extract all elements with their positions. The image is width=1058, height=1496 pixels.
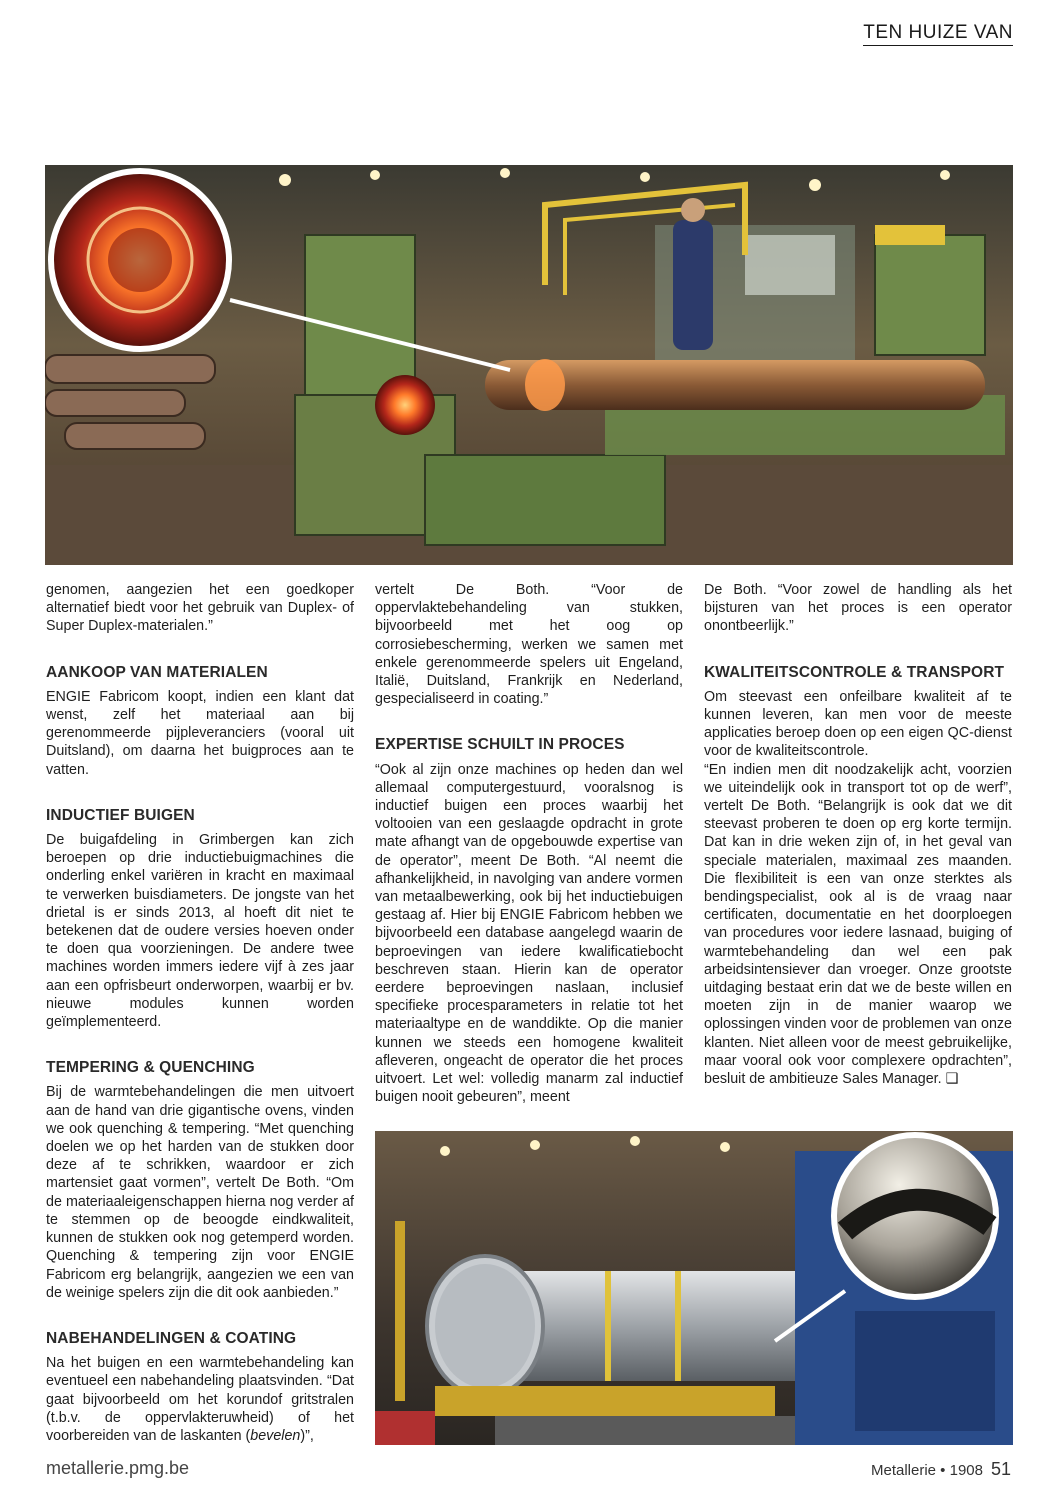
page-number: 51 <box>990 1459 1011 1479</box>
end-mark-icon: ❑ <box>945 1071 959 1088</box>
paragraph: Bij de warmtebehandelingen die men uitvoert aan de hand van drie gigantische ovens, vinden we ook quenching & tempering. “Met quenching doelen we op het harden van de stukken door deze af te schrikken, waardoor er zich martensiet gaat vormen”, vertelt De Both. “Om de materiaaleigenschappen hierna nog verder af te stemmen op de beoogde eindkwaliteit, kunnen de stukken ook nog getemperd worden. Quenching & tempering zijn voor ENGIE Fabricom erg belangrijk, aangezien we een van de weinige spelers zijn die dit ook aanbieden.” <box>46 1084 354 1301</box>
paragraph: vertelt De Both. “Voor de oppervlaktebehandeling van stukken, bijvoorbeeld met het oog op corrosiebescherming, werken we samen met enkele gerenommeerde spelers uit Engeland, Italië, Duitsland, Frankrijk en Nederland, gespecialiseerd in coating.” <box>375 582 683 708</box>
heading-kwaliteit: KWALITEITSCONTROLE & TRANSPORT <box>704 663 1005 681</box>
top-photo <box>45 165 1013 565</box>
section-label: TEN HUIZE VAN <box>863 22 1013 46</box>
paragraph: “Ook al zijn onze machines op heden dan wel allemaal computergestuurd, vooralsnog is inductief buigen een proces waarbij het voltooien van een geslaagde opdracht in grote mate afhangt van de opgebouwde expertise van de operator”, meent De Both. “Al neemt die afhankelijkheid, in navolging van andere vormen van metaalbewerking, ook bij het inductiebuigen gestaag af. Hier bij ENGIE Fabricom hebben we bijvoorbeeld een database aangelegd waarin de beproevingen van iedere kwalificatiebocht beschreven staan. Hierin kan de operator eerdere beproevingen naslaan, inclusief specifieke procesparameters in relatie tot het materiaaltype en de wanddikte. Op die manier kunnen we steeds een homogene kwaliteit afleveren, ongeacht de operator die het proces uitvoert. Let wel: volledig manarm zal inductief buigen nooit gebeuren”, meent <box>375 761 683 1106</box>
magazine-issue: Metallerie • 1908 <box>870 1462 983 1479</box>
paragraph: De buigafdeling in Grimbergen kan zich beroepen op drie inductiebuigmachines die onderling enkel variëren in kracht en maximaal te verwerken buisdiameters. De jongste van het drietal is er sinds 2013, al hoeft dit niet te betekenen dat de oudere versies hoeven onder te doen qua voorzieningen. De andere twee machines worden immers iedere vijf à zes jaar aan een opfrisbeurt onderworpen, waarbij er bv. nieuwe modules kunnen worden geïmplementeerd. <box>46 832 354 1031</box>
heading-inductief: INDUCTIEF BUIGEN <box>46 806 195 824</box>
paragraph: genomen, aangezien het een goedkoper alternatief biedt voor het gebruik van Duplex- of Super Duplex-materialen.” <box>46 582 354 635</box>
heading-nabehandeling: NABEHANDELINGEN & COATING <box>46 1329 297 1347</box>
heading-tempering: TEMPERING & QUENCHING <box>46 1059 255 1077</box>
paragraph: De Both. “Voor zowel de handling als het bijsturen van het proces is een operator onontbeerlijk.” <box>704 582 1012 635</box>
paragraph: Na het buigen en een warmtebehandeling kan eventueel een nabehandeling plaatsvinden. “Dat gaat bijvoorbeeld om het korundof gritstralen (t.b.v. de oppervlakteruwheid) of het voorbereiden van de laskanten (bevelen)”, <box>46 1355 354 1444</box>
paragraph: Om steevast een onfeilbare kwaliteit af te kunnen leveren, kan men voor de meeste applicaties beroep doen op een eigen QC-dienst voor de kwaliteitscontrole. <box>704 688 1012 760</box>
heading-aankoop: AANKOOP VAN MATERIALEN <box>46 663 268 681</box>
footer-magazine <box>871 1459 1011 1480</box>
column-2 <box>375 581 683 1106</box>
bottom-photo <box>375 1131 1013 1445</box>
column-3 <box>704 581 1012 1088</box>
paragraph: “En indien men dit noodzakelijk acht, voorzien we uiteindelijk ook in transport tot op de werf”, vertelt De Both. “Belangrijk is ook dat we dit steevast proberen te doen op erg korte termijn. Dat kan in drie weken zijn of, in het geval van speciale materialen, maximaal zes maanden. Die flexibiliteit is een van onze sterktes als bendingspecialist, ook al is de vraag naar certificaten, documentatie en het doorploegen van procedures voor iedere lasnaad, buiging of warmtebehandeling dan wel een pak arbeidsintensiever dan vroeger. Onze grootste uitdaging bestaat erin dat we de beste willen en moeten zijn in de manier waarop we oplossingen vinden voor de problemen van onze klanten. Niet alleen voor de meest gebruikelijke, maar vooral ook voor complexere opdrachten”, besluit de ambitieuze Sales Manager. ❑ <box>704 761 1012 1088</box>
heading-expertise: EXPERTISE SCHUILT IN PROCES <box>375 736 625 754</box>
column-1 <box>46 581 354 1445</box>
footer-url[interactable]: metallerie.pmg.be <box>46 1458 190 1478</box>
paragraph: ENGIE Fabricom koopt, indien een klant dat wenst, zelf het materiaal aan bij gerenommeerde pijpleveranciers (vooral uit Duitsland), om daarna het buigproces aan te vatten. <box>46 688 354 778</box>
